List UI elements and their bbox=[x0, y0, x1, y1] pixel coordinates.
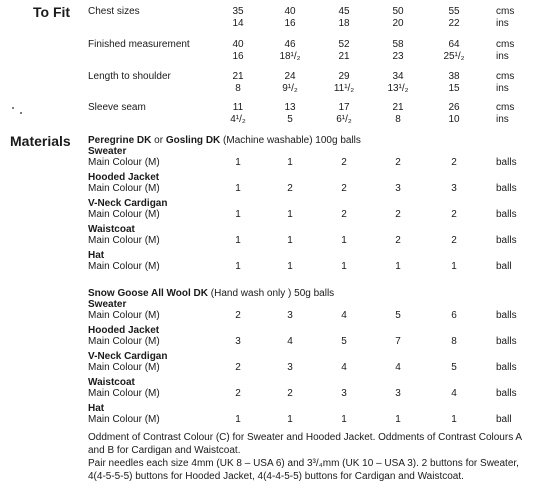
yarn-description bbox=[88, 288, 334, 299]
garment-heading: Sweater bbox=[88, 299, 127, 310]
unit-balls: balls bbox=[496, 183, 517, 194]
to-fit-heading: To Fit bbox=[33, 4, 71, 20]
size-value-in: 20 bbox=[392, 18, 404, 29]
ball-count: 4 bbox=[287, 336, 293, 347]
size-value-in: 18 bbox=[338, 18, 350, 29]
yarn-details: (Machine washable) 100g balls bbox=[220, 135, 361, 146]
garment-heading: Hooded Jacket bbox=[88, 172, 160, 183]
garment-heading: Hooded Jacket bbox=[88, 325, 160, 336]
yarn-description bbox=[88, 135, 361, 146]
size-value-cm: 45 bbox=[338, 6, 350, 17]
ball-count: 2 bbox=[287, 388, 293, 399]
size-row-label: Finished measurement bbox=[88, 39, 190, 50]
size-value-in: 14 bbox=[232, 18, 244, 29]
size-value-cm: 29 bbox=[338, 71, 350, 82]
size-value-cm: 24 bbox=[284, 71, 296, 82]
ball-count: 1 bbox=[235, 235, 241, 246]
size-value-in: 10 bbox=[448, 114, 460, 125]
yarn-connector: or bbox=[151, 135, 166, 146]
size-value-cm: 26 bbox=[448, 102, 460, 113]
size-value-cm: 40 bbox=[284, 6, 296, 17]
size-value-cm: 11 bbox=[232, 102, 244, 113]
ball-count: 3 bbox=[395, 183, 401, 194]
size-value-cm: 38 bbox=[448, 71, 460, 82]
main-colour-label: Main Colour (M) bbox=[88, 261, 160, 272]
ball-count: 5 bbox=[451, 362, 457, 373]
ball-count: 1 bbox=[235, 414, 241, 425]
unit-balls: ball bbox=[496, 414, 512, 425]
ball-count: 2 bbox=[341, 209, 347, 220]
unit-balls: balls bbox=[496, 209, 517, 220]
ball-count: 2 bbox=[235, 310, 241, 321]
ball-count: 1 bbox=[451, 261, 457, 272]
ball-count: 4 bbox=[451, 388, 457, 399]
ball-count: 1 bbox=[235, 209, 241, 220]
unit-balls: balls bbox=[496, 388, 517, 399]
size-value-in: 16 bbox=[284, 18, 296, 29]
materials-heading: Materials bbox=[10, 133, 71, 149]
ball-count: 1 bbox=[235, 183, 241, 194]
size-value-in: 16 bbox=[232, 51, 244, 62]
unit-balls: balls bbox=[496, 235, 517, 246]
main-colour-label: Main Colour (M) bbox=[88, 310, 160, 321]
size-value-cm: 58 bbox=[392, 39, 404, 50]
yarn-name-alt: Gosling DK bbox=[165, 135, 221, 146]
unit-balls: balls bbox=[496, 362, 517, 373]
ball-count: 1 bbox=[287, 414, 293, 425]
size-value-in: 13¹/₂ bbox=[387, 83, 409, 94]
size-row-label: Chest sizes bbox=[88, 6, 140, 17]
size-value-cm: 55 bbox=[448, 6, 460, 17]
main-colour-label: Main Colour (M) bbox=[88, 336, 160, 347]
unit-balls: balls bbox=[496, 310, 517, 321]
size-value-cm: 52 bbox=[338, 39, 350, 50]
garment-heading: Hat bbox=[88, 250, 105, 261]
unit-balls: ball bbox=[496, 261, 512, 272]
ball-count: 1 bbox=[451, 414, 457, 425]
ball-count: 2 bbox=[395, 235, 401, 246]
size-value-in: 25¹/₂ bbox=[443, 51, 465, 62]
unit-cms: cms bbox=[496, 39, 515, 50]
ball-count: 2 bbox=[287, 183, 293, 194]
ball-count: 3 bbox=[395, 388, 401, 399]
main-colour-label: Main Colour (M) bbox=[88, 388, 160, 399]
garment-heading: V-Neck Cardigan bbox=[88, 351, 168, 362]
size-value-cm: 13 bbox=[284, 102, 296, 113]
size-value-cm: 34 bbox=[392, 71, 404, 82]
ball-count: 2 bbox=[451, 209, 457, 220]
main-colour-label: Main Colour (M) bbox=[88, 209, 160, 220]
main-colour-label: Main Colour (M) bbox=[88, 157, 160, 168]
ball-count: 4 bbox=[395, 362, 401, 373]
size-value-in: 23 bbox=[392, 51, 404, 62]
size-value-in: 11¹/₂ bbox=[333, 83, 355, 94]
ball-count: 1 bbox=[395, 261, 401, 272]
size-row-label: Length to shoulder bbox=[88, 71, 171, 82]
garment-heading: Waistcoat bbox=[88, 224, 135, 235]
size-value-cm: 50 bbox=[392, 6, 404, 17]
ball-count: 8 bbox=[451, 336, 457, 347]
ball-count: 1 bbox=[341, 235, 347, 246]
size-value-in: 15 bbox=[448, 83, 460, 94]
main-colour-label: Main Colour (M) bbox=[88, 414, 160, 425]
yarn-name: Peregrine DK bbox=[88, 135, 152, 146]
size-value-cm: 64 bbox=[448, 39, 460, 50]
ball-count: 2 bbox=[235, 362, 241, 373]
size-value-cm: 35 bbox=[232, 6, 244, 17]
ball-count: 2 bbox=[341, 157, 347, 168]
size-value-in: 8 bbox=[395, 114, 401, 125]
ball-count: 3 bbox=[287, 362, 293, 373]
size-value-in: 21 bbox=[338, 51, 350, 62]
ball-count: 1 bbox=[235, 261, 241, 272]
ball-count: 2 bbox=[451, 235, 457, 246]
needles-buttons-note: Pair needles each size 4mm (UK 8 – USA 6) and 3³/₄mm (UK 10 – USA 3). 2 buttons for Sweater, 4(4-5-5-5) buttons for Hooded Jacket, 4(4-4-5-5) buttons for Cardigan and Waistcoat. bbox=[88, 458, 519, 482]
ball-count: 1 bbox=[341, 261, 347, 272]
ball-count: 1 bbox=[287, 235, 293, 246]
ball-count: 1 bbox=[287, 157, 293, 168]
ball-count: 2 bbox=[395, 157, 401, 168]
unit-cms: cms bbox=[496, 6, 515, 17]
ball-count: 5 bbox=[395, 310, 401, 321]
ball-count: 1 bbox=[235, 157, 241, 168]
main-colour-label: Main Colour (M) bbox=[88, 183, 160, 194]
ball-count: 3 bbox=[451, 183, 457, 194]
contrast-colour-note: Oddment of Contrast Colour (C) for Sweater and Hooded Jacket. Oddments of Contrast Colours A and B for Cardigan and Waistcoat. bbox=[88, 432, 522, 456]
ball-count: 5 bbox=[341, 336, 347, 347]
ball-count: 3 bbox=[341, 388, 347, 399]
unit-ins: ins bbox=[496, 83, 509, 94]
size-value-in: 8 bbox=[235, 83, 241, 94]
scan-speck bbox=[20, 112, 22, 114]
unit-balls: balls bbox=[496, 336, 517, 347]
size-value-cm: 21 bbox=[392, 102, 404, 113]
ball-count: 4 bbox=[341, 362, 347, 373]
size-value-in: 4¹/₂ bbox=[230, 114, 246, 125]
ball-count: 2 bbox=[451, 157, 457, 168]
garment-heading: Hat bbox=[88, 403, 105, 414]
unit-cms: cms bbox=[496, 71, 515, 82]
main-colour-label: Main Colour (M) bbox=[88, 235, 160, 246]
scan-speck bbox=[12, 107, 14, 109]
yarn-name: Snow Goose All Wool DK bbox=[88, 288, 208, 299]
size-value-cm: 21 bbox=[232, 71, 244, 82]
ball-count: 2 bbox=[395, 209, 401, 220]
unit-ins: ins bbox=[496, 18, 509, 29]
size-value-in: 9¹/₂ bbox=[282, 83, 298, 94]
unit-balls: balls bbox=[496, 157, 517, 168]
size-value-cm: 40 bbox=[232, 39, 244, 50]
ball-count: 2 bbox=[235, 388, 241, 399]
ball-count: 1 bbox=[395, 414, 401, 425]
ball-count: 1 bbox=[341, 414, 347, 425]
size-value-cm: 17 bbox=[338, 102, 350, 113]
size-row-label: Sleeve seam bbox=[88, 102, 146, 113]
size-value-in: 6¹/₂ bbox=[336, 114, 352, 125]
garment-heading: Waistcoat bbox=[88, 377, 135, 388]
size-value-in: 5 bbox=[287, 114, 293, 125]
main-colour-label: Main Colour (M) bbox=[88, 362, 160, 373]
size-value-in: 18¹/₂ bbox=[279, 51, 301, 62]
ball-count: 6 bbox=[451, 310, 457, 321]
ball-count: 4 bbox=[341, 310, 347, 321]
unit-ins: ins bbox=[496, 114, 509, 125]
unit-ins: ins bbox=[496, 51, 509, 62]
unit-cms: cms bbox=[496, 102, 515, 113]
size-value-cm: 46 bbox=[284, 39, 296, 50]
garment-heading: V-Neck Cardigan bbox=[88, 198, 168, 209]
ball-count: 2 bbox=[341, 183, 347, 194]
ball-count: 7 bbox=[395, 336, 401, 347]
ball-count: 3 bbox=[235, 336, 241, 347]
ball-count: 1 bbox=[287, 209, 293, 220]
ball-count: 3 bbox=[287, 310, 293, 321]
yarn-details: (Hand wash only ) 50g balls bbox=[208, 288, 335, 299]
ball-count: 1 bbox=[287, 261, 293, 272]
size-value-in: 22 bbox=[448, 18, 460, 29]
garment-heading: Sweater bbox=[88, 146, 127, 157]
